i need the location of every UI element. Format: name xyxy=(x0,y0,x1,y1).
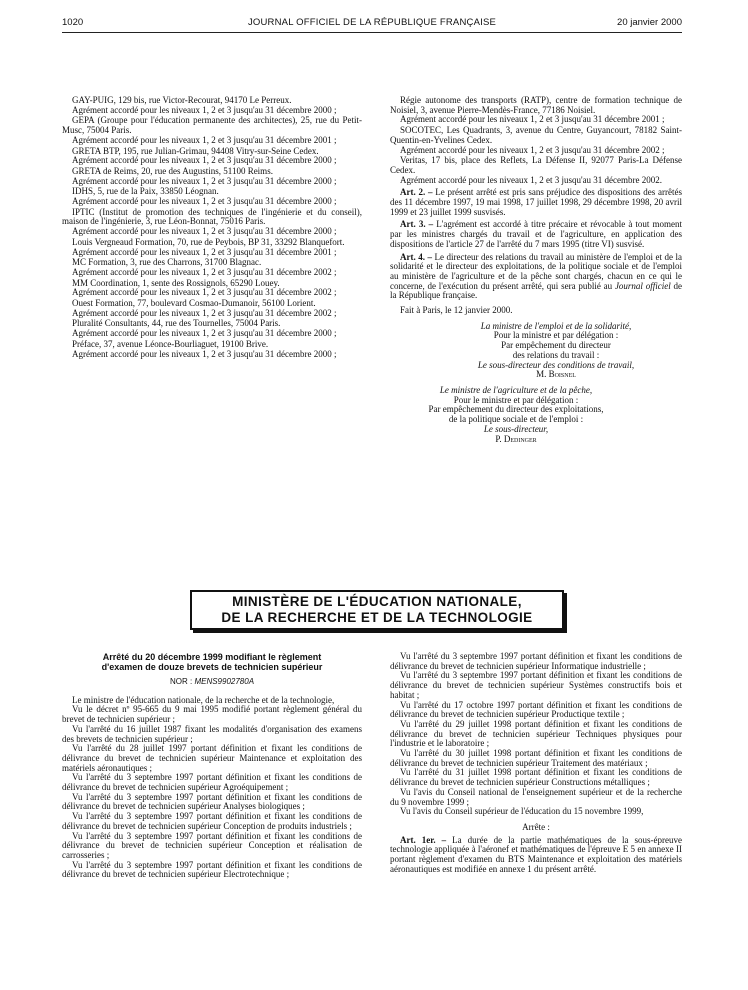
article-1-label: Art. 1er. – xyxy=(400,834,447,845)
vu-item: Vu l'arrêté du 28 juillet 1997 portant définition et fixant les conditions de délivrance du brevet de technicien supérieur Maintenance et exploitation des matériels aéronautiques ; xyxy=(62,743,362,773)
sig2-line1: Pour le ministre et par délégation : xyxy=(453,394,579,405)
agrement-text: Agrément accordé pour les niveaux 1, 2 et 3 jusqu'au 31 décembre 2001 ; xyxy=(400,114,665,125)
vu-item: Vu l'arrêté du 17 octobre 1997 portant définition et fixant les conditions de délivrance du brevet de technicien supérieur Productique textile ; xyxy=(390,699,682,720)
vu-item: Vu l'arrêté du 3 septembre 1997 portant définition et fixant les conditions de délivrance du brevet de technicien supérieur Informatique industrielle ; xyxy=(390,651,682,671)
vu-item: Vu l'arrêté du 3 septembre 1997 portant définition et fixant les conditions de délivrance du brevet de technicien supérieur Conception de produits industriels ; xyxy=(62,811,362,831)
page-number: 1020 xyxy=(62,17,84,28)
vu-item: Vu l'arrêté du 3 septembre 1997 portant définition et fixant les conditions de délivrance du brevet de technicien supérieur Electrotechnique ; xyxy=(62,859,362,880)
fait-a-paris: Fait à Paris, le 12 janvier 2000. xyxy=(400,305,513,316)
arrete-intro: Le ministre de l'éducation nationale, de la recherche et de la technologie, xyxy=(72,694,335,705)
organisation-name: GAY-PUIG, 129 bis, rue Victor-Recourat, 94170 Le Perreux. xyxy=(72,95,292,105)
article-4 xyxy=(390,253,682,302)
agrement-text: Agrément accordé pour les niveaux 1, 2 et 3 jusqu'au 31 décembre 2000 ; xyxy=(72,348,337,359)
article-3 xyxy=(390,220,682,249)
page-header xyxy=(62,17,682,31)
vu-item: Vu l'arrêté du 3 septembre 1997 portant définition et fixant les conditions de délivrance du brevet de technicien supérieur Systèmes constructifs bois et habitat ; xyxy=(390,670,682,700)
publication-date: 20 janvier 2000 xyxy=(617,17,682,28)
agrement-text: Agrément accordé pour les niveaux 1, 2 et 3 jusqu'au 31 décembre 2000 ; xyxy=(72,155,337,166)
organisation-name: Ouest Formation, 77, boulevard Cosmao-Dumanoir, 56100 Lorient. xyxy=(72,298,316,309)
agrement-text: Agrément accordé pour les niveaux 1, 2 et 3 jusqu'au 31 décembre 2000 ; xyxy=(72,226,337,237)
vu-item: Vu l'arrêté du 29 juillet 1998 portant définition et fixant les conditions de délivrance du brevet de technicien supérieur Techniques physiques pour l'industrie et le laboratoire ; xyxy=(390,718,682,749)
journal-title: JOURNAL OFFICIEL DE LA RÉPUBLIQUE FRANÇAISE xyxy=(247,17,497,28)
vu-item: Vu le décret nº 95-665 du 9 mai 1995 modifié portant règlement général du brevet de technicien supérieur ; xyxy=(62,704,362,725)
top-right-entries xyxy=(390,96,682,185)
organisation-name: IPTIC (Institut de promotion des techniques de l'ingénierie et du conseil), maison de l'ingénierie, 3, rue Léon-Bonnat, 75016 Paris. xyxy=(62,206,362,227)
vu-left-list xyxy=(62,705,362,880)
vu-item: Vu l'arrêté du 3 septembre 1997 portant définition et fixant les conditions de délivrance du brevet de technicien supérieur Analyses biologiques ; xyxy=(62,791,362,812)
sig1-line2: Par empêchement du directeur xyxy=(501,340,611,351)
vu-right-list xyxy=(390,652,682,817)
organisation-name: Préface, 37, avenue Léonce-Bourliaguet, 19100 Brive. xyxy=(72,338,269,349)
sig2-minister: Le ministre de l'agriculture et de la pêche, xyxy=(439,384,593,395)
article-3-text: L'agrément est accordé à titre précaire et révocable à tout moment par les ministres chargés du travail et de l'agriculture, en application des dispositions de l'article 27 de l'arrêté du 7 mars 1995 (titre VI) susvisé. xyxy=(390,219,683,249)
top-right-column xyxy=(390,96,682,444)
vu-item: Vu l'arrêté du 31 juillet 1998 portant définition et fixant les conditions de délivrance du brevet de technicien supérieur Constructions métalliques ; xyxy=(390,767,682,788)
nor-reference xyxy=(62,677,362,687)
agrement-text: Agrément accordé pour les niveaux 1, 2 et 3 jusqu'au 31 décembre 2000 ; xyxy=(72,175,337,186)
organisation-name: GEPA (Groupe pour l'éducation permanente des architectes), 25, rue du Petit-Musc, 75004 Paris. xyxy=(62,115,362,136)
sig2-name: P. Dedinger xyxy=(495,433,537,444)
ministry-line-1: MINISTÈRE DE L'ÉDUCATION NATIONALE, xyxy=(232,594,522,609)
arrete-title xyxy=(62,652,362,672)
agrement-text: Agrément accordé pour les niveaux 1, 2 et 3 jusqu'au 31 décembre 2000 ; xyxy=(72,104,337,115)
agrement-text: Agrément accordé pour les niveaux 1, 2 et 3 jusqu'au 31 décembre 2002 ; xyxy=(72,266,337,277)
journal-officiel-ref: Journal officiel xyxy=(614,280,671,291)
agrement-text: Agrément accordé pour les niveaux 1, 2 et 3 jusqu'au 31 décembre 2001 ; xyxy=(72,134,337,145)
signature-block-1 xyxy=(390,322,682,380)
signature-block-2 xyxy=(390,386,682,444)
article-2-text: Le présent arrêté est pris sans préjudice des dispositions des arrêtés des 11 décembre 1997, 19 mai 1998, 17 juillet 1998, 29 décembre 1998, 20 avril 1999 et 23 juillet 1999 susvisés. xyxy=(390,187,682,217)
agrement-text: Agrément accordé pour les niveaux 1, 2 et 3 jusqu'au 31 décembre 2002 ; xyxy=(400,144,665,155)
agrement-text: Agrément accordé pour les niveaux 1, 2 et 3 jusqu'au 31 décembre 2001 ; xyxy=(72,246,337,257)
vu-item: Vu l'avis du Conseil national de l'enseignement supérieur et de la recherche du 9 novembre 1999 ; xyxy=(390,786,682,807)
arrete-title-line-2: d'examen de douze brevets de technicien supérieur xyxy=(101,662,323,672)
sig2-line4: Le sous-directeur, xyxy=(483,423,549,434)
organisation-name: Veritas, 17 bis, place des Reflets, La Défense II, 92077 Paris-La Défense Cedex. xyxy=(390,155,682,175)
arrete-title-line-1: Arrêté du 20 décembre 1999 modifiant le règlement xyxy=(102,652,322,662)
sig1-line4: Le sous-directeur des conditions de travail, xyxy=(477,359,635,370)
sig1-line3: des relations du travail : xyxy=(512,349,600,360)
article-2 xyxy=(390,188,682,217)
ministry-line-2: DE LA RECHERCHE ET DE LA TECHNOLOGIE xyxy=(221,610,533,625)
agrement-text: Agrément accordé pour les niveaux 1, 2 et 3 jusqu'au 31 décembre 2002. xyxy=(400,174,663,185)
article-3-label: Art. 3. – xyxy=(400,219,434,230)
vu-item: Vu l'arrêté du 3 septembre 1997 portant définition et fixant les conditions de délivrance du brevet de technicien supérieur Agroéquipement ; xyxy=(62,772,362,793)
sig1-minister: La ministre de l'emploi et de la solidarité, xyxy=(480,320,632,331)
nor-label: NOR : xyxy=(169,677,193,686)
vu-item: Vu l'arrêté du 3 septembre 1997 portant définition et fixant les conditions de délivrance du brevet de technicien supérieur Conception et réalisation de carrosseries ; xyxy=(62,830,362,860)
organisation-name: Régie autonome des transports (RATP), centre de formation technique de Noisiel, 3, avenue Pierre-Mendès-France, 77186 Noisiel. xyxy=(390,95,682,115)
article-1-text: La durée de la partie mathématiques de la sous-épreuve technologie appliquée à l'aéronef et mathématiques de l'épreuve E 5 en annexe II portant règlement d'examen du BTS Maintenance et exploitation des matériels aéronautiques est modifiée en annexe 1 du présent arrêté. xyxy=(390,834,682,874)
article-4-text-b: de la République française. xyxy=(390,280,683,301)
sig2-line3: de la politique sociale et de l'emploi : xyxy=(448,414,584,425)
agrement-text: Agrément accordé pour les niveaux 1, 2 et 3 jusqu'au 31 décembre 2000 ; xyxy=(72,328,337,339)
agrement-text: Agrément accordé pour les niveaux 1, 2 et 3 jusqu'au 31 décembre 2002 ; xyxy=(72,287,337,298)
bottom-left-column xyxy=(62,652,362,880)
organisation-name: IDHS, 5, rue de la Paix, 33850 Léognan. xyxy=(72,186,219,197)
organisation-name: GRETA de Reims, 20, rue des Augustins, 51100 Reims. xyxy=(72,165,273,176)
top-left-column xyxy=(62,96,362,359)
organisation-name: GRETA BTP, 195, rue Julian-Grimau, 94408 Vitry-sur-Seine Cedex. xyxy=(72,145,319,156)
sig1-name: M. Boisnel xyxy=(536,369,576,380)
organisation-name: MC Formation, 3, rue des Charrons, 31700 Blagnac. xyxy=(72,257,262,268)
vu-item: Vu l'arrêté du 30 juillet 1998 portant définition et fixant les conditions de délivrance du brevet de technicien supérieur Traitement des matériaux ; xyxy=(390,748,682,768)
bottom-right-column xyxy=(390,652,682,874)
organisation-name: MM Coordination, 1, sente des Rossignols, 65290 Louey. xyxy=(72,277,280,288)
organisation-name: Pluralité Consultants, 44, rue des Tournelles, 75004 Paris. xyxy=(72,318,281,329)
article-4-text-a: Le directeur des relations du travail au ministère de l'emploi et de la solidarité et le directeur des exploitations, de la politique sociale et de l'emploi au ministère de l'agriculture et de la pêche sont chargés, chacun en ce qui le concerne, de l'exécution du présent arrêté, qui sera publié au xyxy=(390,251,683,291)
agrement-text: Agrément accordé pour les niveaux 1, 2 et 3 jusqu'au 31 décembre 2000 ; xyxy=(72,196,337,207)
sig1-line1: Pour la ministre et par délégation : xyxy=(493,330,619,341)
vu-item: Vu l'arrêté du 16 juillet 1987 fixant les modalités d'organisation des examens des brevets de technicien supérieur ; xyxy=(62,723,362,744)
article-4-label: Art. 4. – xyxy=(400,251,432,262)
organisation-name: SOCOTEC, Les Quadrants, 3, avenue du Centre, Guyancourt, 78182 Saint-Quentin-en-Yvelines Cedex. xyxy=(390,125,682,145)
article-2-label: Art. 2. – xyxy=(400,187,433,198)
ministry-heading-box xyxy=(190,590,564,630)
article-1 xyxy=(390,836,682,875)
sig2-line2: Par empêchement du directeur des exploitations, xyxy=(428,404,604,415)
header-rule xyxy=(62,32,682,33)
arrete-word: Arrête : xyxy=(522,821,550,832)
vu-item: Vu l'avis du Conseil supérieur de l'éducation du 15 novembre 1999, xyxy=(400,806,644,817)
agrement-text: Agrément accordé pour les niveaux 1, 2 et 3 jusqu'au 31 décembre 2002 ; xyxy=(72,307,337,318)
organisation-name: Louis Vergneaud Formation, 70, rue de Peybois, BP 31, 33292 Blanquefort. xyxy=(72,236,345,247)
nor-value: MENS9902780A xyxy=(194,677,255,686)
